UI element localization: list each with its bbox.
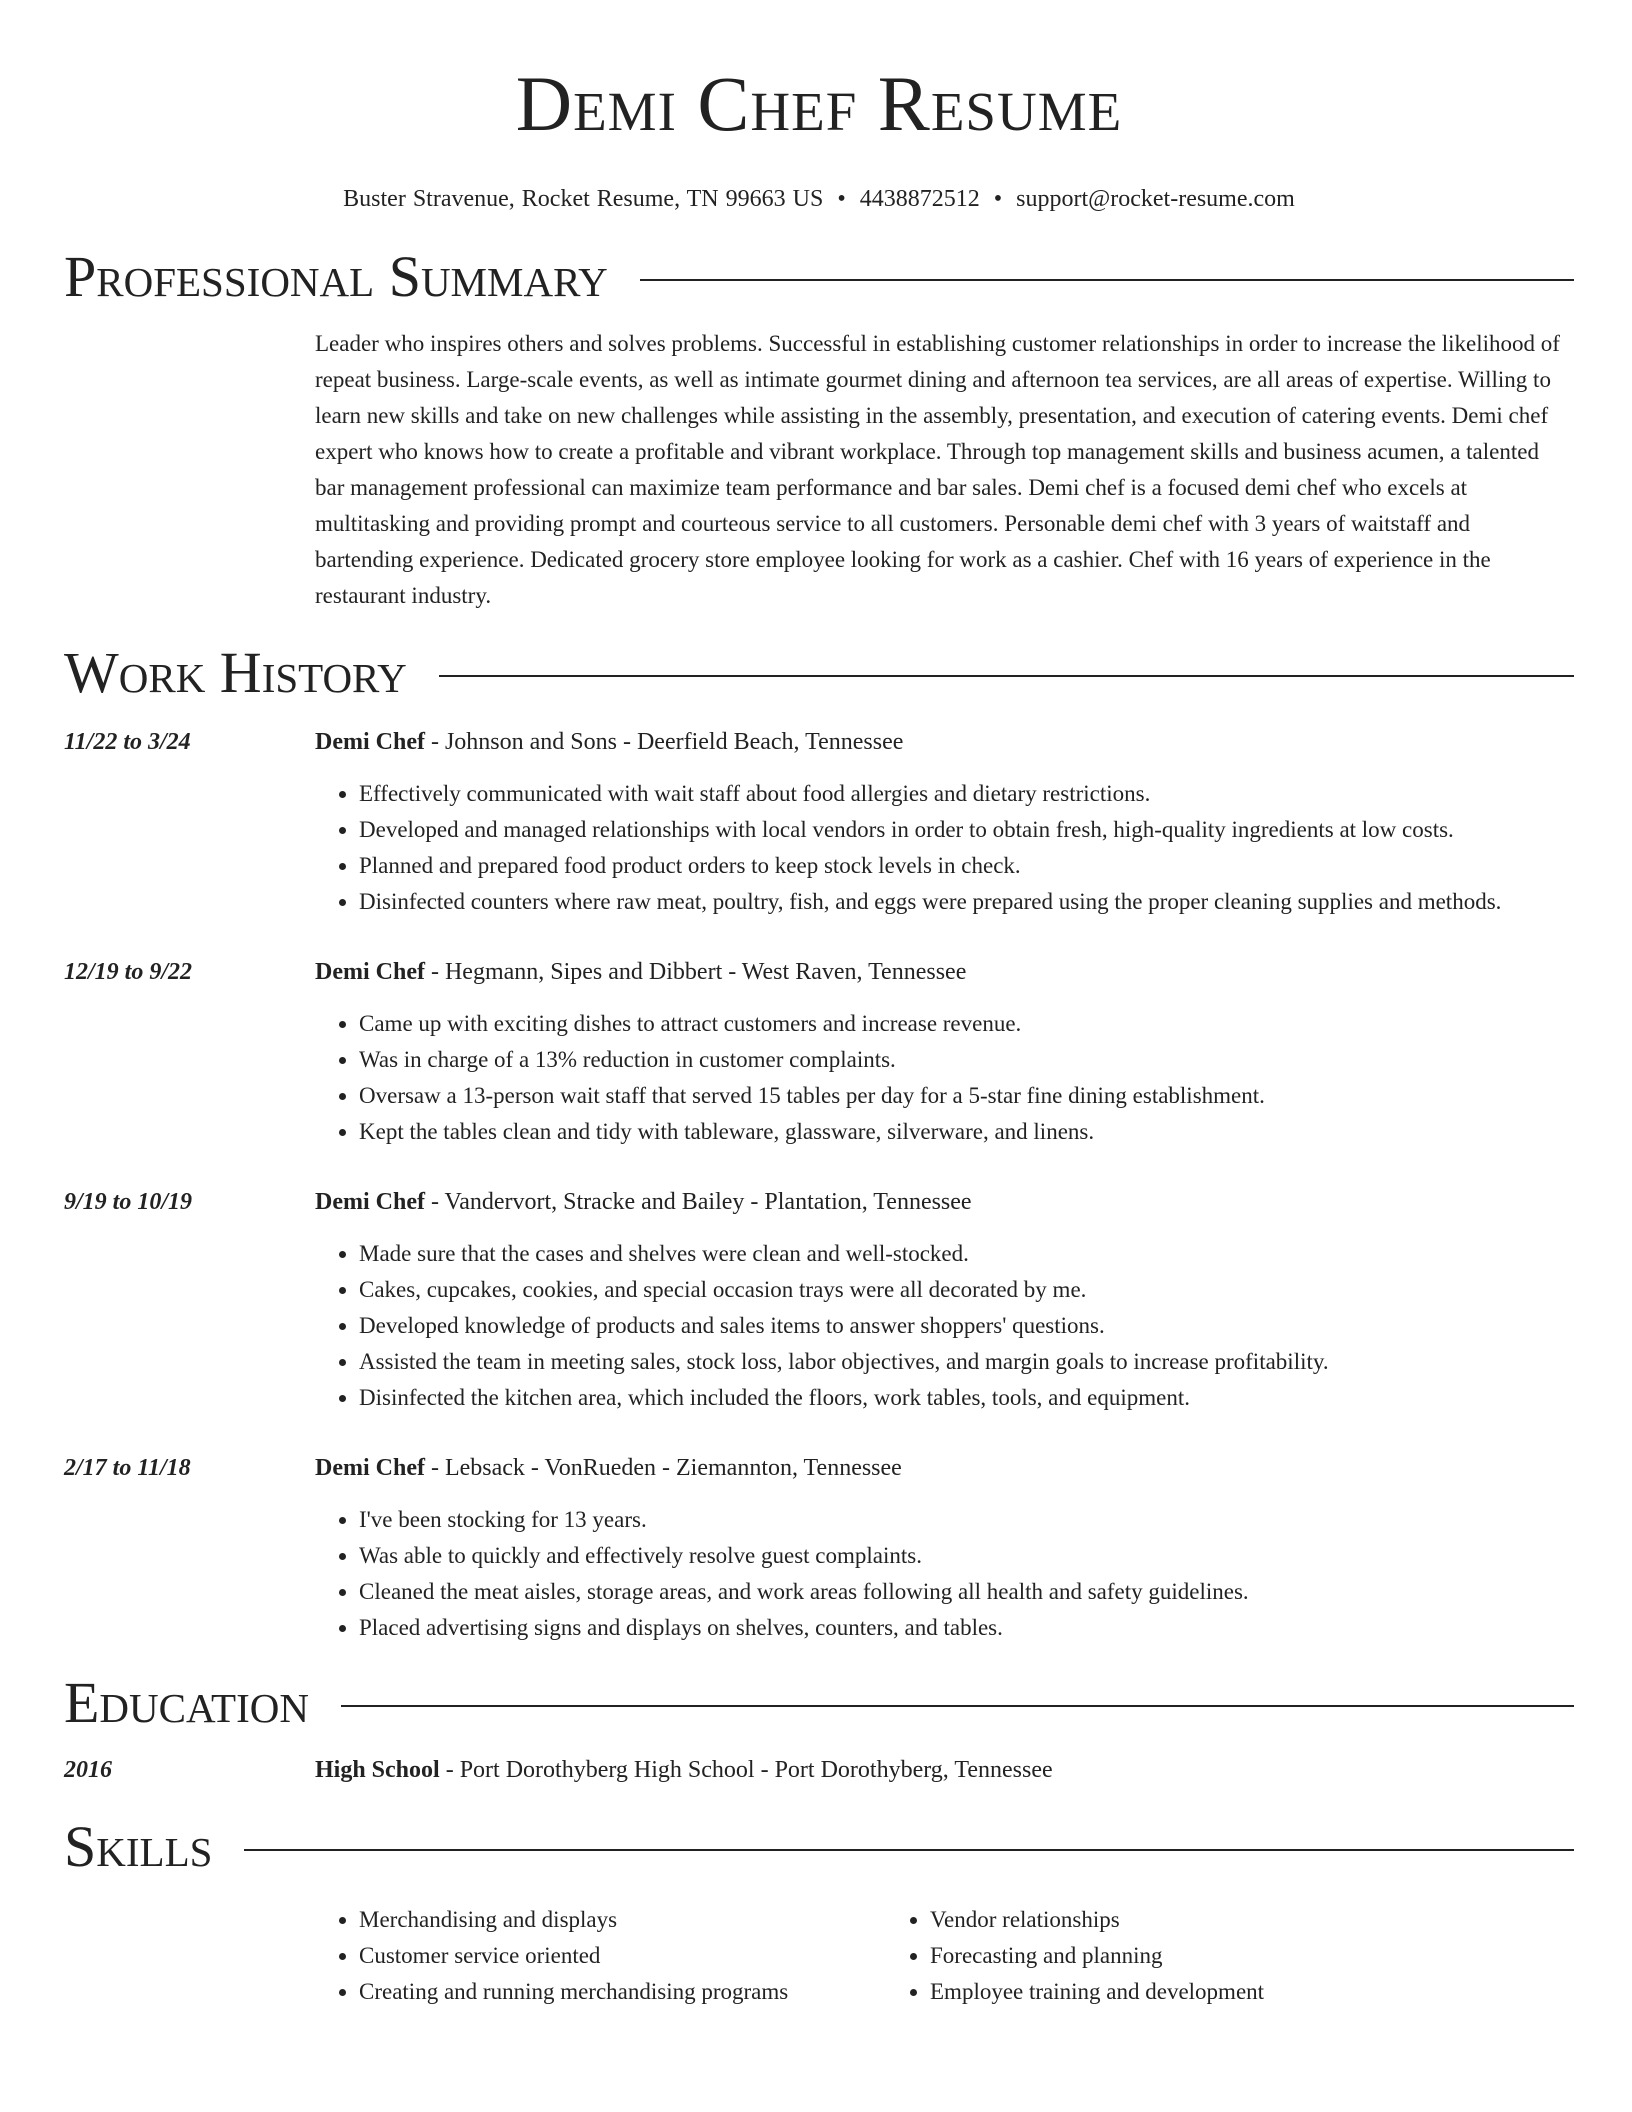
- skill-item: • Customer service oriented: [359, 1938, 886, 1974]
- job-detail: - Johnson and Sons - Deerfield Beach, Tennessee: [424, 729, 904, 755]
- job-heading: [315, 1450, 1574, 1486]
- section-heading-education: Education: [64, 1670, 309, 1735]
- separator-dot: •: [993, 186, 1003, 212]
- job-detail: - Vandervort, Stracke and Bailey - Plantation, Tennessee: [424, 1189, 972, 1215]
- list-item: • Kept the tables clean and tidy with tableware, glassware, silverware, and linens.: [359, 1114, 1574, 1150]
- section-heading-work: Work History: [64, 640, 407, 705]
- phone-number: 4438872512: [859, 186, 980, 212]
- summary-text: Leader who inspires others and solves problems. Successful in establishing customer relationships in order to increase the likelihood of repeat business. Large-scale events, as well as intimate gourmet dining and afternoon tea services, are all areas of expertise. Willing to learn new skills and take on new challenges while assisting in the assembly, presentation, and execution of catering events. Demi chef expert who knows how to create a profitable and vibrant workplace. Through top management skills and business acumen, a talented bar management professional can maximize team performance and bar sales. Demi chef is a focused demi chef who excels at multitasking and providing prompt and courteous service to all customers. Personable demi chef with 3 years of waitstaff and bartending experience. Dedicated grocery store employee looking for work as a cashier. Chef with 16 years of experience in the restaurant industry.: [315, 331, 1560, 608]
- job-title: Demi Chef: [315, 1189, 425, 1215]
- contact-line: [64, 184, 1574, 214]
- list-item: • Came up with exciting dishes to attract customers and increase revenue.: [359, 1006, 1574, 1042]
- section-divider: [341, 1705, 1574, 1707]
- job-dates: 2/17 to 11/18: [64, 1455, 191, 1481]
- work-section-header: [64, 640, 1574, 706]
- list-item: • Was able to quickly and effectively resolve guest complaints.: [359, 1538, 1574, 1574]
- separator-dot: •: [837, 186, 846, 212]
- list-item: • Disinfected counters where raw meat, poultry, fish, and eggs were prepared using the proper cleaning supplies and methods.: [359, 884, 1574, 920]
- skills-section-header: [64, 1814, 1574, 1880]
- list-item: • Disinfected the kitchen area, which included the floors, work tables, tools, and equipment.: [359, 1380, 1574, 1416]
- job-title: Demi Chef: [315, 959, 425, 985]
- list-item: • I've been stocking for 13 years.: [359, 1502, 1574, 1538]
- list-item: • Made sure that the cases and shelves were clean and well-stocked.: [359, 1236, 1574, 1272]
- resume-page: [64, 0, 1574, 2010]
- job-entry: [64, 1184, 1574, 1416]
- skills-list: [886, 1902, 1264, 2010]
- job-title: Demi Chef: [315, 1455, 425, 1481]
- section-divider: [439, 675, 1574, 677]
- list-item: • Was in charge of a 13% reduction in customer complaints.: [359, 1042, 1574, 1078]
- skill-item: • Creating and running merchandising programs: [359, 1974, 886, 2010]
- job-entry: [64, 724, 1574, 920]
- summary-section: [315, 326, 1574, 614]
- job-bullets: [315, 1502, 1574, 1646]
- section-heading-skills: Skills: [64, 1814, 213, 1879]
- job-bullets: [315, 776, 1574, 920]
- job-entry: [64, 1450, 1574, 1646]
- skills-list: [315, 1902, 886, 2010]
- section-divider: [244, 1849, 1574, 1851]
- skill-item: • Vendor relationships: [930, 1902, 1264, 1938]
- job-detail: - Lebsack - VonRueden - Ziemannton, Tennessee: [424, 1455, 902, 1481]
- work-history-list: [64, 724, 1574, 1646]
- job-heading: [315, 954, 1574, 990]
- email-address: support@rocket-resume.com: [1016, 186, 1295, 212]
- education-degree: High School: [315, 1757, 440, 1783]
- list-item: • Assisted the team in meeting sales, stock loss, labor objectives, and margin goals to increase profitability.: [359, 1344, 1574, 1380]
- education-year: 2016: [64, 1757, 112, 1783]
- section-heading-summary: Professional Summary: [64, 244, 608, 309]
- education-entry: [64, 1752, 1574, 1788]
- job-dates: 11/22 to 3/24: [64, 729, 191, 755]
- page-title: Demi Chef Resume: [515, 60, 1123, 147]
- address: Buster Stravenue, Rocket Resume, TN 99663 US: [343, 186, 824, 212]
- job-title: Demi Chef: [315, 729, 425, 755]
- job-detail: - Hegmann, Sipes and Dibbert - West Raven, Tennessee: [424, 959, 967, 985]
- list-item: • Developed knowledge of products and sales items to answer shoppers' questions.: [359, 1308, 1574, 1344]
- job-dates: 9/19 to 10/19: [64, 1189, 193, 1215]
- list-item: • Planned and prepared food product orders to keep stock levels in check.: [359, 848, 1574, 884]
- job-heading: [315, 1184, 1574, 1220]
- list-item: • Placed advertising signs and displays on shelves, counters, and tables.: [359, 1610, 1574, 1646]
- skill-item: • Employee training and development: [930, 1974, 1264, 2010]
- job-entry: [64, 954, 1574, 1150]
- list-item: • Developed and managed relationships with local vendors in order to obtain fresh, high-quality ingredients at low costs.: [359, 812, 1574, 848]
- list-item: • Cleaned the meat aisles, storage areas, and work areas following all health and safety guidelines.: [359, 1574, 1574, 1610]
- job-dates: 12/19 to 9/22: [64, 959, 193, 985]
- skill-item: • Forecasting and planning: [930, 1938, 1264, 1974]
- list-item: • Cakes, cupcakes, cookies, and special occasion trays were all decorated by me.: [359, 1272, 1574, 1308]
- summary-section-header: [64, 244, 1574, 310]
- skills-column-right: [886, 1902, 1264, 2010]
- education-heading: [315, 1752, 1574, 1788]
- skills-column-left: [315, 1902, 886, 2010]
- job-heading: [315, 724, 1574, 760]
- job-bullets: [315, 1236, 1574, 1416]
- job-bullets: [315, 1006, 1574, 1150]
- education-detail: - Port Dorothyberg High School - Port Dorothyberg, Tennessee: [439, 1757, 1053, 1783]
- section-divider: [640, 279, 1574, 281]
- list-item: • Effectively communicated with wait staff about food allergies and dietary restrictions.: [359, 776, 1574, 812]
- skills-grid: [315, 1902, 1574, 2010]
- skill-item: • Merchandising and displays: [359, 1902, 886, 1938]
- education-section-header: [64, 1670, 1574, 1736]
- list-item: • Oversaw a 13-person wait staff that served 15 tables per day for a 5-star fine dining establishment.: [359, 1078, 1574, 1114]
